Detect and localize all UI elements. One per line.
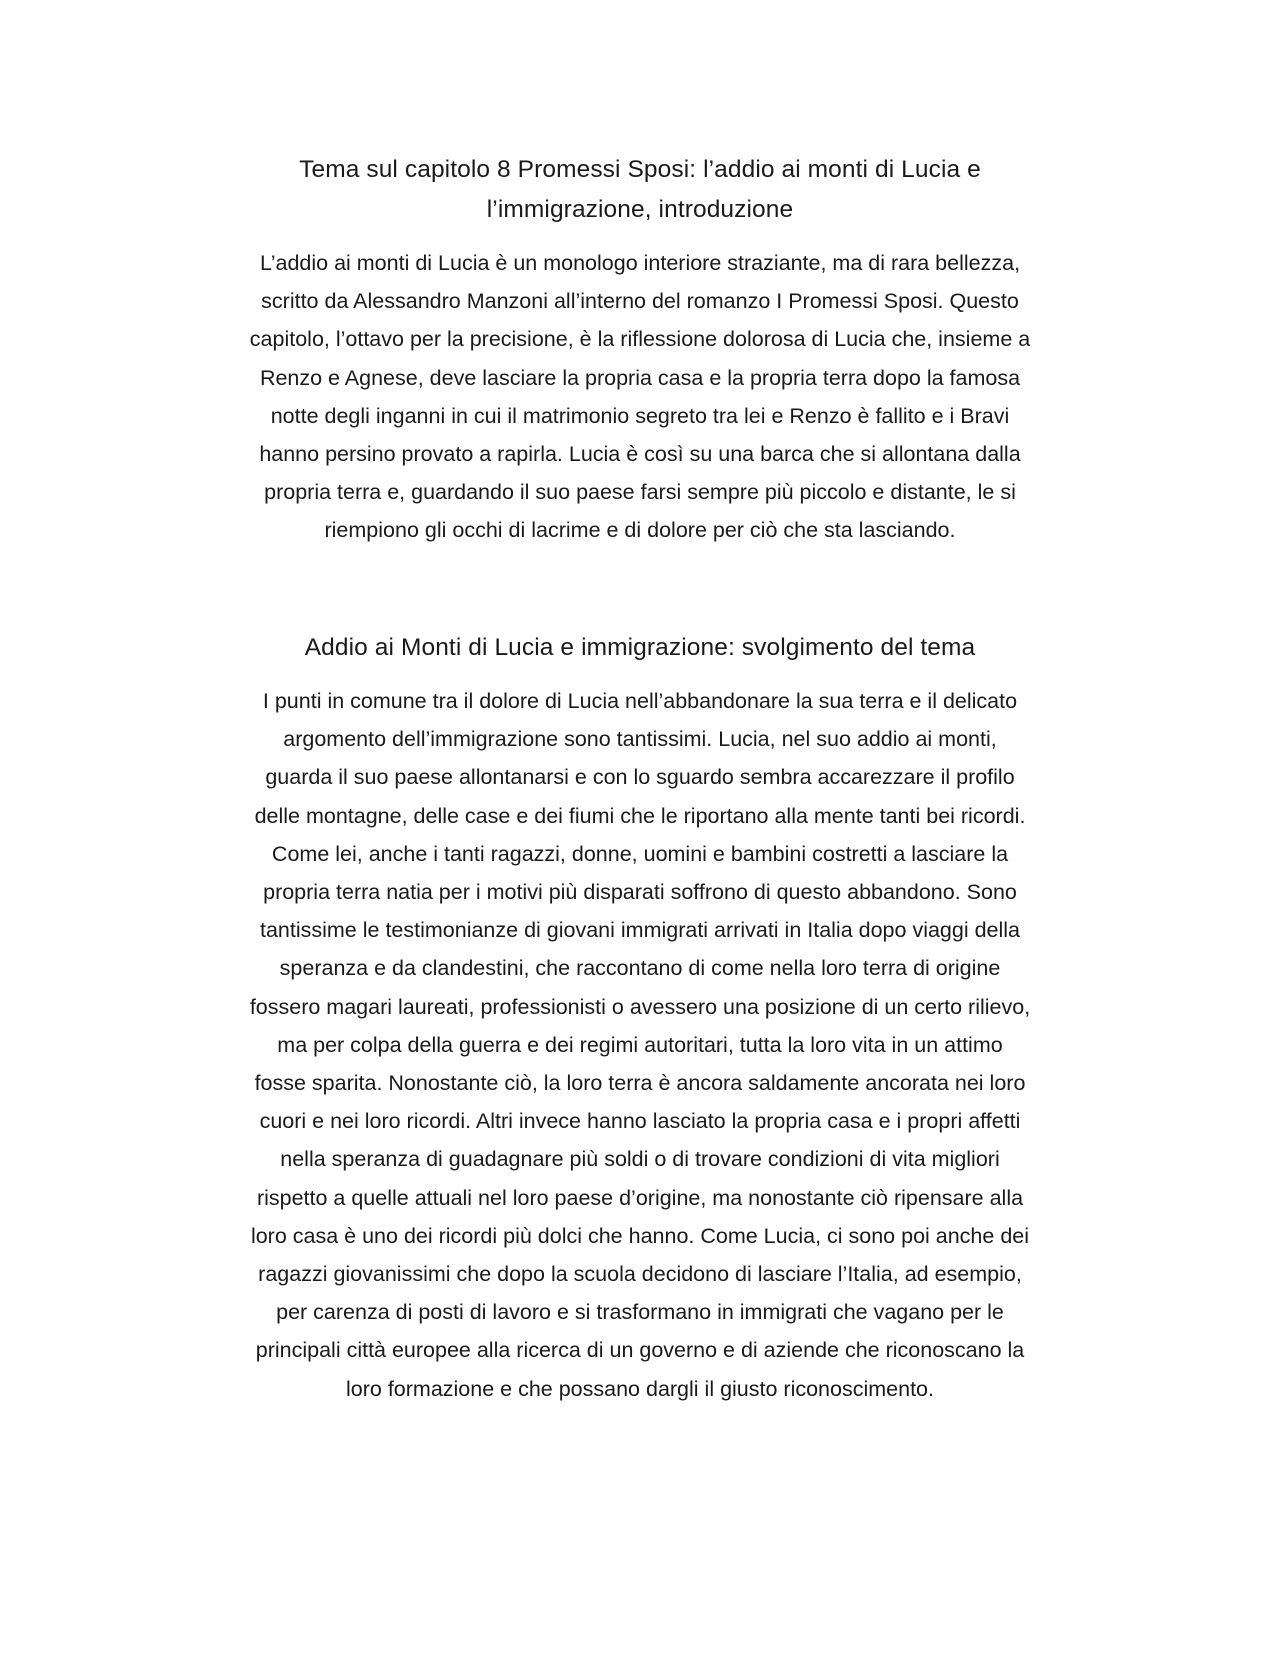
paragraph-line: loro formazione e che possano dargli il giusto riconoscimento. xyxy=(346,1376,934,1401)
paragraph-line: ragazzi giovanissimi che dopo la scuola decidono di lasciare l’Italia, ad esempio, xyxy=(258,1262,1022,1287)
paragraph-line: fossero magari laureati, professionisti o avessero una posizione di un certo rilievo, xyxy=(249,994,1031,1019)
paragraph-line: Come lei, anche i tanti ragazzi, donne, uomini e bambini costretti a lasciare la xyxy=(271,841,1009,866)
paragraph-line: cuori e nei loro ricordi. Altri invece hanno lasciato la propria casa e i propri affetti xyxy=(259,1109,1021,1134)
intro-section xyxy=(180,150,1100,550)
paragraph-line: hanno persino provato a rapirla. Lucia è così su una barca che si allontana dalla xyxy=(259,442,1021,467)
paragraph-line: nella speranza di guadagnare più soldi o di trovare condizioni di vita migliori xyxy=(280,1147,1000,1172)
paragraph-line: speranza e da clandestini, che raccontano di come nella loro terra di origine xyxy=(279,956,1001,981)
paragraph-line: Renzo e Agnese, deve lasciare la propria casa e la propria terra dopo la famosa xyxy=(259,365,1021,390)
paragraph-line: riempiono gli occhi di lacrime e di dolore per ciò che sta lasciando. xyxy=(324,518,956,543)
paragraph-line: L’addio ai monti di Lucia è un monologo interiore straziante, ma di rara bellezza, xyxy=(259,251,1021,275)
paragraph-line: loro casa è uno dei ricordi più dolci che hanno. Come Lucia, ci sono poi anche dei xyxy=(250,1223,1030,1248)
paragraph-line: principali città europee alla ricerca di un governo e di aziende che riconoscano la xyxy=(255,1338,1025,1363)
development-heading-line: Addio ai Monti di Lucia e immigrazione: svolgimento del tema xyxy=(304,634,976,661)
paragraph-line: scritto da Alessandro Manzoni all’interno del romanzo I Promessi Sposi. Questo xyxy=(261,289,1019,314)
development-section xyxy=(180,628,1100,1408)
paragraph-line: ma per colpa della guerra e dei regimi autoritari, tutta la loro vita in un attimo xyxy=(277,1032,1003,1057)
paragraph-line: I punti in comune tra il dolore di Lucia nell’abbandonare la sua terra e il delicato xyxy=(262,689,1018,713)
paragraph-line: propria terra natia per i motivi più disparati soffrono di questo abbandono. Sono xyxy=(263,880,1017,905)
paragraph-line: fosse sparita. Nonostante ciò, la loro terra è ancora saldamente ancorata nei loro xyxy=(254,1071,1026,1096)
paragraph-line: tantissime le testimonianze di giovani immigrati arrivati in Italia dopo viaggi della xyxy=(259,918,1021,943)
paragraph-line: per carenza di posti di lavoro e si trasformano in immigrati che vagano per le xyxy=(276,1300,1004,1325)
paragraph-line: propria terra e, guardando il suo paese farsi sempre più piccolo e distante, le si xyxy=(264,480,1016,505)
paragraph-line: delle montagne, delle case e dei fiumi che le riportano alla mente tanti bei ricordi. xyxy=(254,803,1026,828)
intro-paragraph xyxy=(180,244,1100,550)
development-paragraph xyxy=(180,682,1100,1408)
paragraph-line: rispetto a quelle attuali nel loro paese d’origine, ma nonostante ciò ripensare alla xyxy=(256,1185,1024,1210)
intro-heading xyxy=(180,150,1100,230)
development-heading xyxy=(180,628,1100,668)
paragraph-line: argomento dell’immigrazione sono tantissimi. Lucia, nel suo addio ai monti, xyxy=(283,727,997,752)
paragraph-line: notte degli inganni in cui il matrimonio segreto tra lei e Renzo è fallito e i Bravi xyxy=(270,403,1010,428)
intro-heading-line: Tema sul capitolo 8 Promessi Sposi: l’addio ai monti di Lucia e xyxy=(299,156,981,183)
intro-heading-line: l’immigrazione, introduzione xyxy=(486,196,794,223)
paragraph-line: guarda il suo paese allontanarsi e con lo sguardo sembra accarezzare il profilo xyxy=(265,765,1015,790)
paragraph-line: capitolo, l’ottavo per la precisione, è la riflessione dolorosa di Lucia che, insieme a xyxy=(249,327,1031,352)
